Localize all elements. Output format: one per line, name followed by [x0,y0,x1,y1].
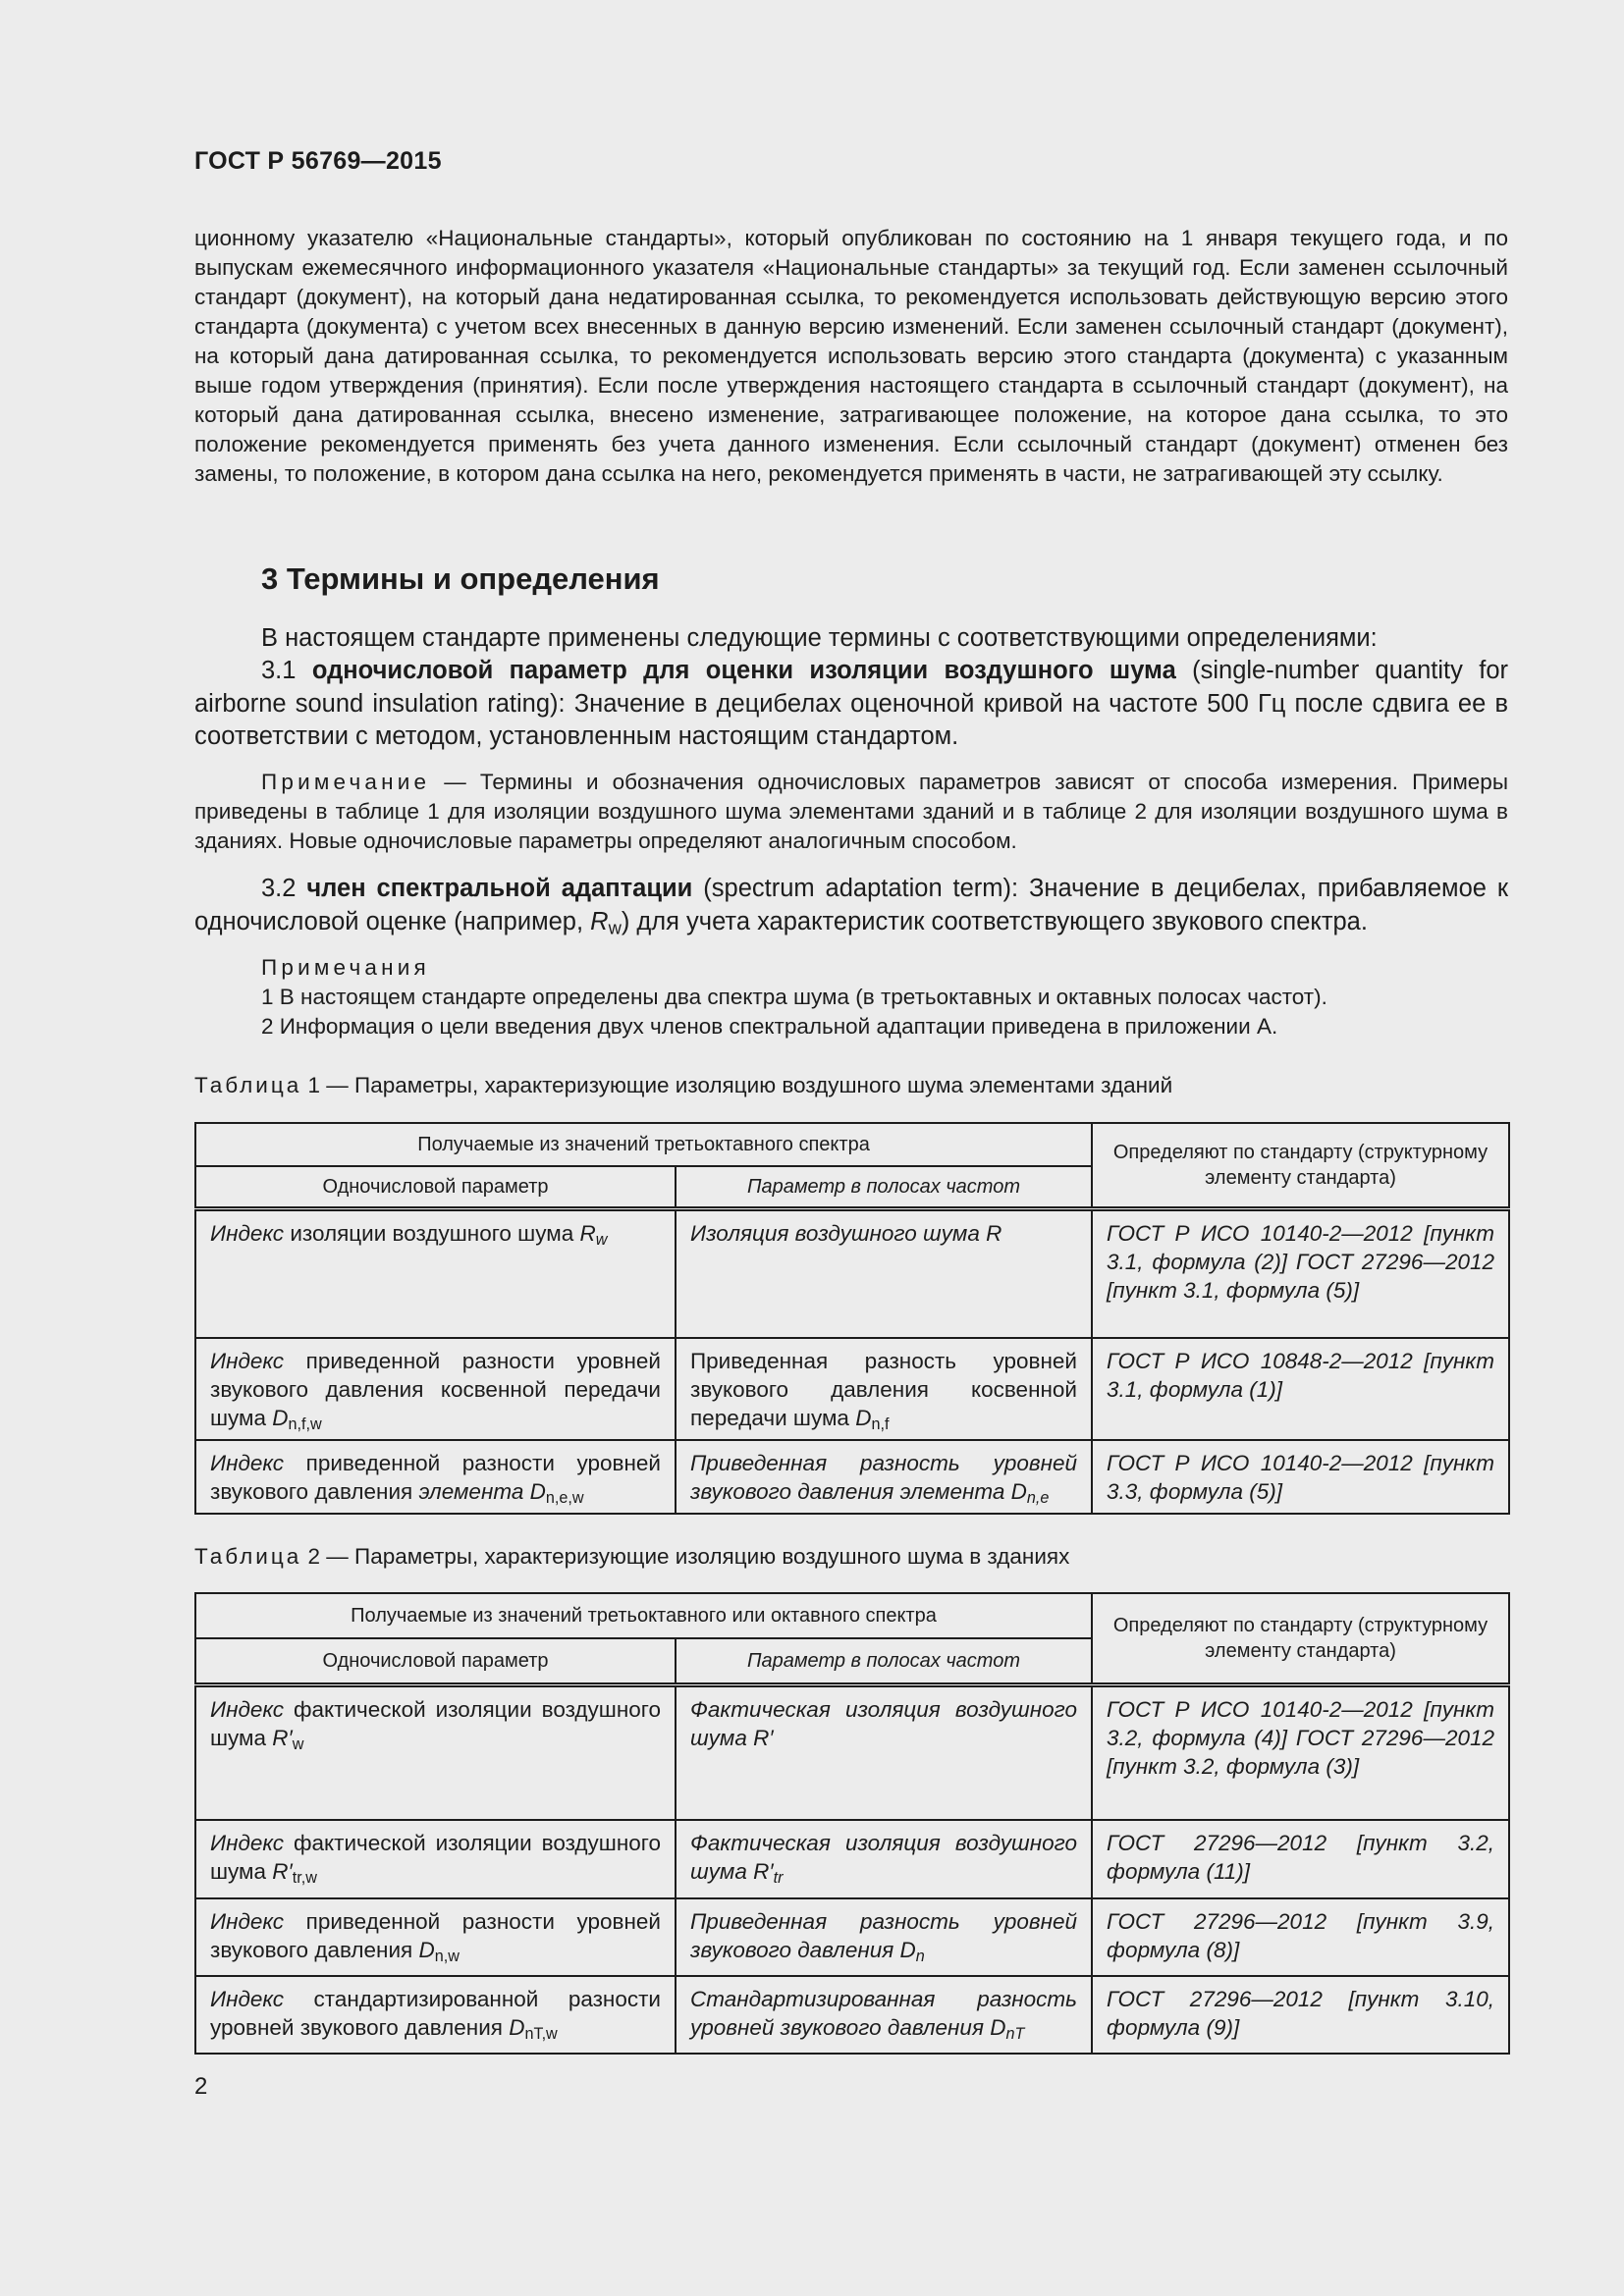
symbol-subscript: w [608,917,622,938]
table-group-header: Получаемые из значений третьоктавного или октавного спектра [195,1593,1092,1638]
note-3-1 [194,768,1508,856]
term-number: 3.2 [261,875,297,902]
table-1-caption [194,1073,1172,1098]
cell-param: Индекс приведенной разности уровней звукового давления косвенной передачи шума $D_{n,f,w}$ [195,1338,676,1440]
table-2-caption [194,1544,1069,1570]
table-row [195,1684,1509,1820]
cell-standard: ГОСТ 27296—2012 [пункт 3.2, формула (11)] [1092,1820,1509,1898]
cell-param: Индекс фактической изоляции воздушного шума $R'_{tr,w}$ [195,1820,676,1898]
cell-standard: ГОСТ Р ИСО 10140-2—2012 [пункт 3.3, формула (5)] [1092,1440,1509,1514]
table-row [195,1338,1509,1440]
cell-standard: ГОСТ Р ИСО 10848-2—2012 [пункт 3.1, формула (1)] [1092,1338,1509,1440]
table-row [195,1898,1509,1976]
symbol: R [590,907,609,935]
table-header-band-param: Параметр в полосах частот [676,1638,1092,1684]
note-item-2: 2 Информация о цели введения двух членов спектральной адаптации приведена в приложении А. [261,1014,1278,1039]
caption-label: Таблица [194,1544,302,1569]
note-label: Примечание [261,770,431,794]
table-header-param: Одночисловой параметр [195,1166,676,1208]
table-row [195,1976,1509,2054]
cell-band-param: Фактическая изоляция воздушного шума R′ [676,1684,1092,1820]
notes-label: Примечания [261,955,430,980]
table-header-standard: Определяют по стандарту (структурному элементу стандарта) [1092,1593,1509,1684]
cell-standard: ГОСТ 27296—2012 [пункт 3.10, формула (9)] [1092,1976,1509,2054]
caption-label: Таблица [194,1073,302,1097]
caption-text: 2 — Параметры, характеризующие изоляцию воздушного шума в зданиях [307,1544,1070,1569]
term-3-2 [194,873,1508,938]
table-1 [194,1122,1510,1515]
intro-paragraph: ционному указателю «Национальные стандарты», который опубликован по состоянию на 1 января текущего года, и по выпускам ежемесячного информационного указателя «Национальные стандарты» за текущий год. Если заменен ссылочный стандарт (документ), на который дана недатированная ссылка, то рекомендуется использовать действующую версию этого стандарта (документа) с учетом всех внесенных в данную версию изменений. Если заменен ссылочный стандарт (документ), на который дана датированная ссылка, то рекомендуется использовать версию этого стандарта (документа) с указанным выше годом утверждения (принятия). Если после утверждения настоящего стандарта в ссылочный стандарт (документ), на который дана датированная ссылка, внесено изменение, затрагивающее положение, на которое дана ссылка, то это положение рекомендуется применять без учета данного изменения. Если ссылочный стандарт (документ) отменен без замены, то положение, в котором дана ссылка на него, рекомендуется применять в части, не затрагивающей эту ссылку. [194,226,1508,486]
cell-band-param: Изоляция воздушного шума R [676,1208,1092,1338]
cell-band-param: Приведенная разность уровней звукового давления $D_n$ [676,1898,1092,1976]
note-text: — Термины и обозначения одночисловых параметров зависят от способа измерения. Примеры приведены в таблице 1 для изоляции воздушного шума элементами зданий и в таблице 2 для изоляции воздушного шума в зданиях. Новые одночисловые параметры определяют аналогичным способом. [194,770,1508,853]
section-lead: В настоящем стандарте применены следующие термины с соответствующими определениями: [261,624,1378,652]
cell-standard: ГОСТ 27296—2012 [пункт 3.9, формула (8)] [1092,1898,1509,1976]
term-name: одночисловой параметр для оценки изоляции воздушного шума [311,657,1176,684]
cell-standard: ГОСТ Р ИСО 10140-2—2012 [пункт 3.1, формула (2)] ГОСТ 27296—2012 [пункт 3.1, формула (5)] [1092,1208,1509,1338]
document-header: ГОСТ Р 56769—2015 [194,147,442,175]
cell-standard: ГОСТ Р ИСО 10140-2—2012 [пункт 3.2, формула (4)] ГОСТ 27296—2012 [пункт 3.2, формула (3)] [1092,1684,1509,1820]
page-number: 2 [194,2073,208,2100]
cell-param: Индекс фактической изоляции воздушного шума $R'_w$ [195,1684,676,1820]
cell-band-param: Фактическая изоляция воздушного шума $R'_{tr}$ [676,1820,1092,1898]
table-header-band-param: Параметр в полосах частот [676,1166,1092,1208]
cell-param: Индекс изоляции воздушного шума $R_w$ [195,1208,676,1338]
cell-band-param: Приведенная разность уровней звукового давления элемента $D_{n,e}$ [676,1440,1092,1514]
cell-param: Индекс приведенной разности уровней звукового давления элемента $D_{n,e,w}$ [195,1440,676,1514]
cell-param: Индекс приведенной разности уровней звукового давления $D_{n,w}$ [195,1898,676,1976]
cell-band-param: Приведенная разность уровней звукового давления косвенной передачи шума $D_{n,f}$ [676,1338,1092,1440]
caption-text: 1 — Параметры, характеризующие изоляцию воздушного шума элементами зданий [307,1073,1173,1097]
table-2 [194,1592,1510,2055]
section-title: 3 Термины и определения [261,561,660,596]
table-row [195,1208,1509,1338]
cell-band-param: Стандартизированная разность уровней звукового давления $D_{nT}$ [676,1976,1092,2054]
table-row [195,1820,1509,1898]
table-row [195,1440,1509,1514]
term-definition-b: ) для учета характеристик соответствующего звукового спектра. [621,907,1368,935]
term-definition-a: (spectrum adaptation term): Значение в децибелах, прибавляемое к одночисловой оценке (например, [194,875,1508,935]
term-3-1 [194,655,1508,754]
term-definition: (single-number quantity for airborne sound insulation rating): Значение в децибелах оценочной кривой на частоте 500 Гц после сдвига ее в соответствии с методом, установленным настоящим стандартом. [194,657,1508,750]
table-header-standard: Определяют по стандарту (структурному элементу стандарта) [1092,1123,1509,1208]
note-item-1: 1 В настоящем стандарте определены два спектра шума (в третьоктавных и октавных полосах частот). [261,985,1327,1009]
table-group-header: Получаемые из значений третьоктавного спектра [195,1123,1092,1166]
term-name: член спектральной адаптации [306,875,693,902]
table-header-param: Одночисловой параметр [195,1638,676,1684]
term-number: 3.1 [261,657,297,684]
cell-param: Индекс стандартизированной разности уровней звукового давления $D_{nT,w}$ [195,1976,676,2054]
